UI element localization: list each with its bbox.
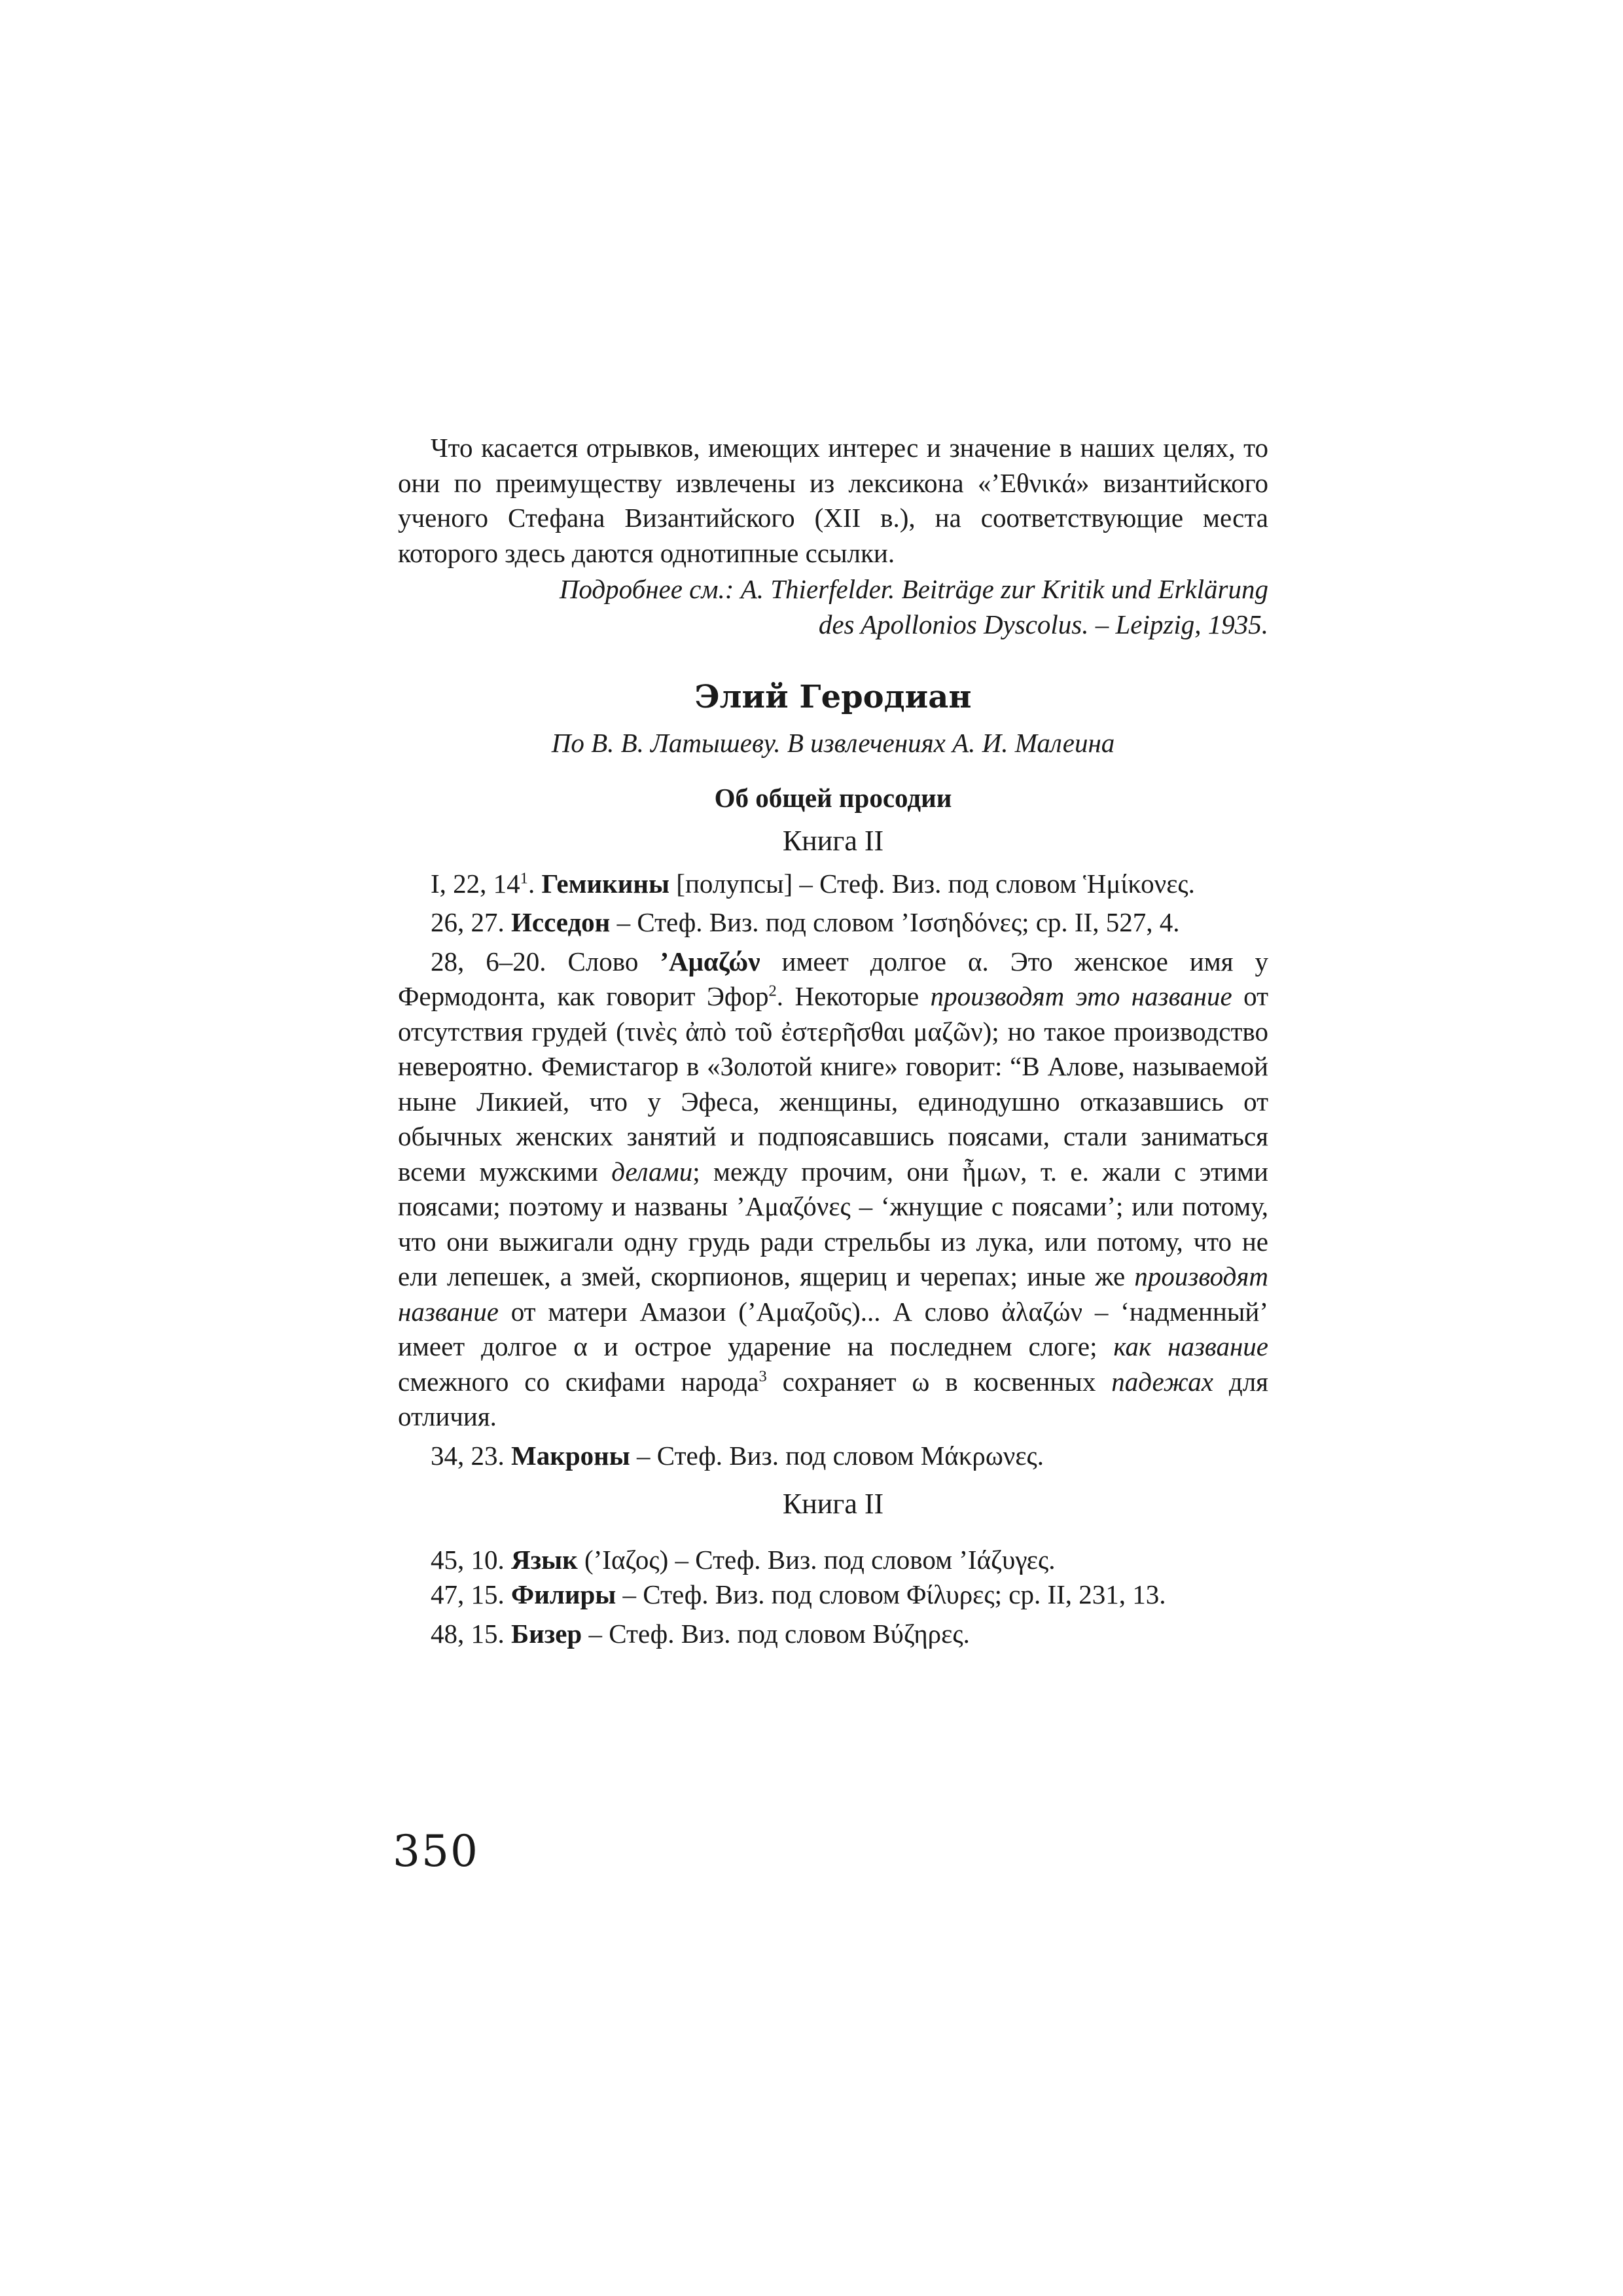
entry xyxy=(398,1439,1268,1474)
entry-text: для отличия. xyxy=(398,1366,1269,1431)
page-number: 350 xyxy=(393,1826,479,1876)
footnote-marker: 1 xyxy=(520,869,528,887)
entry-ref: 45, 10. xyxy=(431,1544,505,1575)
section-heading: Элий Геродиан xyxy=(694,679,972,715)
entry-text: от матери Амазои (’Αμαζοῦς)... А слово ἀλαζών – ‘надменный’ имеет долгое α и острое ударение на последнем слоге; xyxy=(398,1296,1268,1361)
entry-term: Филиры xyxy=(511,1579,616,1609)
entry-text: ; между прочим, они ἦμων, т. е. жали с этими поясами; поэтому и названы ’Αμαζόνες – ‘жнущие с поясами’; или потому, что они выжигали одну грудь ради стрельбы из лука, или потому, что не ели лепешек, а змей, скорпионов, ящериц и черепах; иные же xyxy=(398,1156,1268,1291)
entry-ref: 26, 27. xyxy=(431,907,505,937)
entry-text: (’Ιαζος) – Стеф. Виз. под словом ’Ιάζυγες. xyxy=(577,1544,1056,1575)
emphasis: падежах xyxy=(1111,1366,1213,1397)
entry-ref: 34, 23. xyxy=(431,1440,505,1471)
source-citation xyxy=(398,572,1268,642)
footnote-marker: 2 xyxy=(768,982,777,1000)
entry-text: имеет долгое α. Это женское имя у Фермодонта, как говорит Эфор xyxy=(398,946,1268,1011)
entry-term: ’Αμαζών xyxy=(660,946,760,977)
entry-ref: 47, 15. xyxy=(431,1579,505,1609)
source-citation-line: Подробнее см.: A. Thierfelder. Beiträge zur Kritik und Erklärung xyxy=(559,574,1268,604)
entry-amazon xyxy=(398,944,1268,1435)
entry xyxy=(398,1543,1268,1578)
entry-text: – Стеф. Виз. под словом Βύζηρες. xyxy=(582,1618,970,1649)
emphasis: делами xyxy=(611,1156,693,1187)
entry-text: от отсутствия грудей (τινὲς ἀπὸ τοῦ ἐστερῆσθαι μαζῶν); но такое производство невероятно. Фемистагор в «Золотой книге» говорит: “В Алове, называемой ныне Ликией, что у Эфеса, женщины, единодушно отказавшись от обычных женских занятий и подпоясавшись поясами, стали заниматься всеми мужскими xyxy=(398,981,1268,1187)
entry-term: Язык xyxy=(511,1544,578,1575)
entry: I, 22, $14^1$. Гемикины [полупсы] – Стеф. Виз. под словом Ἡμίκονες. xyxy=(431,868,1195,899)
entry-text: – Стеф. Виз. под словом Φίλυρες; ср. II, 231, 13. xyxy=(616,1579,1166,1609)
entry xyxy=(398,905,1268,941)
entry-text: – Стеф. Виз. под словом Μάκρωνες. xyxy=(630,1440,1044,1471)
emphasis: производят это название xyxy=(930,981,1232,1011)
entry-text: смежного со скифами народа xyxy=(398,1366,759,1397)
intro-paragraph: Что касается отрывков, имеющих интерес и значение в наших целях, то они по преимуществу извлечены из лексикона «’Εθνικά» византийского ученого Стефана Византийского (XII в.), на соответствующие места которого здесь даются однотипные ссылки. xyxy=(398,433,1268,568)
entry-ref: I, 22, 14 xyxy=(431,868,520,899)
book-title: Книга II xyxy=(782,825,884,857)
entry-ref: 28, 6–20. Слово xyxy=(431,946,660,977)
entry-text: . Некоторые xyxy=(776,981,931,1011)
entry-ref: 48, 15. xyxy=(431,1618,505,1649)
entry-term: Исседон xyxy=(511,907,611,937)
source-citation-line: des Apollonios Dyscolus. – Leipzig, 1935. xyxy=(818,609,1268,639)
entry-text: [полупсы] – Стеф. Виз. под словом Ἡμίκονες. xyxy=(669,868,1195,899)
footnote-marker: 3 xyxy=(758,1367,767,1385)
entry-term: Гемикины xyxy=(541,868,670,899)
entry xyxy=(398,1577,1268,1613)
book-title: Книга II xyxy=(782,1488,884,1520)
entry xyxy=(398,1617,1268,1652)
attribution: По В. В. Латышеву. В извлечениях А. И. Малеина xyxy=(551,728,1115,758)
entry-text: – Стеф. Виз. под словом ’Ισσηδόνες; ср. II, 527, 4. xyxy=(610,907,1180,937)
emphasis: как название xyxy=(1113,1331,1268,1361)
subheading: Об общей просодии xyxy=(714,782,952,813)
emphasis: производят название xyxy=(398,1261,1268,1327)
page-text-block xyxy=(398,431,1268,1651)
entry-term: Бизер xyxy=(511,1618,582,1649)
entry-term: Макроны xyxy=(511,1440,630,1471)
entry-text: сохраняет ω в косвенных xyxy=(766,1366,1112,1397)
